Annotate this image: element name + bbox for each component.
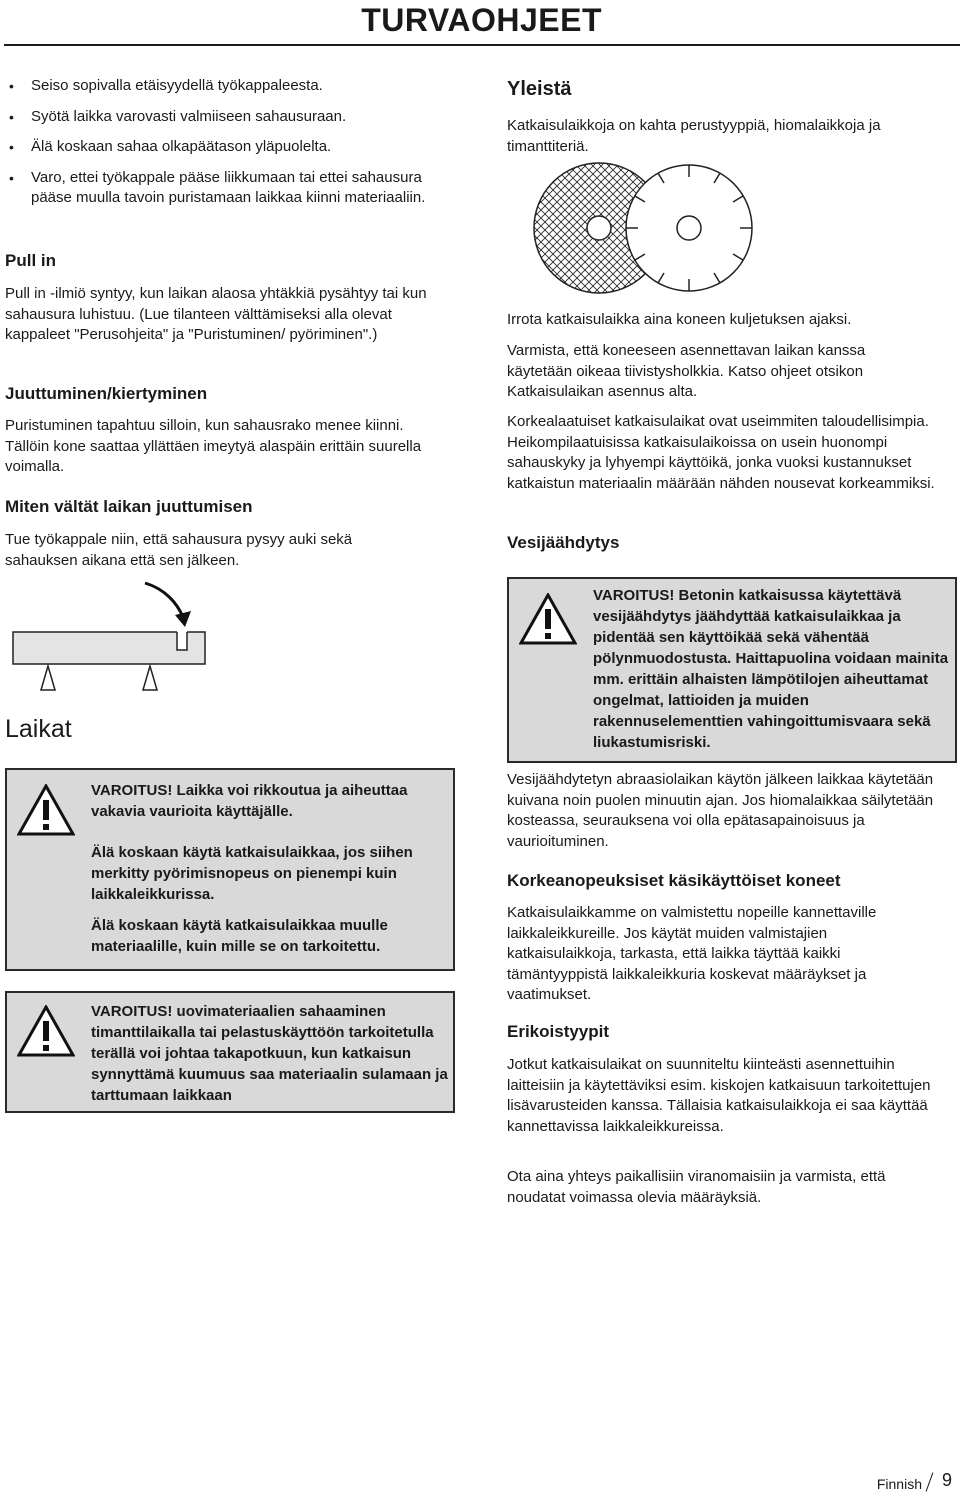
remove-blade-text: Irrota katkaisulaikka aina koneen kuljetuksen ajaksi. [507,311,852,328]
general-text: Katkaisulaikkoja on kahta perustyyppiä, hiomalaikkoja ja timanttiteriä. [507,117,881,155]
warning1-p1: VAROITUS! Laikka voi rikkoutua ja aiheuttaa vakavia vaurioita käyttäjälle. [91,782,408,820]
warning-triangle-icon [17,1005,75,1057]
footer-divider [926,1472,934,1491]
support-triangle-icon [143,666,157,690]
jam-heading: Juuttuminen/kiertyminen [5,384,208,403]
warning-triangle-icon [17,784,75,836]
curved-arrow-icon [145,583,183,617]
warning1-p3: Älä koskaan käytä katkaisulaikkaa muulle materiaalille, kuin mille se on tarkoitettu. [91,917,388,955]
warning-box-blade-break [5,768,455,971]
warning-box-kickback [5,991,455,1113]
bullet-item: • Syötä laikka varovasti valmiiseen sahausuraan. [5,107,445,128]
quality-blades-text: Korkealaatuiset katkaisulaikat ovat useimmiten taloudellisimpia. Heikompilaatuisissa katkaisulaikoissa on usein huonompi sahauskyky ja lyhyempi käyttöikä, jonka vuoksi kustannukset katkaistun materiaalin määrään nähden nousevat korkeammiksi. [507,413,935,492]
bullet-item: • Varo, ettei työkappale pääse liikkumaan tai ettei sahausura pääse muulla tavoin puristamaan laikkaa kiinni materiaaliin. [5,168,445,209]
special-types-heading: Erikoistyypit [507,1022,610,1041]
safety-bullet-list [5,76,445,209]
header-rule [4,44,960,46]
general-heading: Yleistä [507,78,572,100]
warning1-p2: Älä koskaan käytä katkaisulaikkaa, jos siihen merkitty pyörimisnopeus on pienempi kuin laikkaleikkurissa. [91,844,413,903]
pull-in-text: Pull in -ilmiö syntyy, kun laikan alaosa yhtäkkiä pysähtyy tai kun sahausura luhistuu. (Lue tilanteen välttämiseksi alla olevat kappaleet "Perusohjeita" ja "Puristuminen/ pyöriminen".) [5,285,427,343]
jam-text: Puristuminen tapahtuu silloin, kun sahausrako menee kiinni. Tällöin kone saattaa yllättäen imeytyä alaspäin erittäin suurella voimalla. [5,417,422,475]
page-title: TURVAOHJEET [361,2,602,38]
high-speed-text: Katkaisulaikkamme on valmistettu nopeille kannettaville laikkaleikkureille. Jos käytät muiden valmistajien katkaisulaikkoja, tarkasta, että laikka täyttää kaikki tämäntyyppistä laikkaleikkuria koskevat määräykset ja vaatimukset. [507,904,877,1003]
bullet-item: • Seiso sopivalla etäisyydellä työkappaleesta. [5,76,445,97]
warning-box-water-cooling [507,577,957,763]
footer-language: Finnish [876,1476,922,1492]
blade-types-illustration [529,158,759,298]
support-triangle-icon [41,666,55,690]
bullet-item: • Älä koskaan sahaa olkapäätason yläpuolelta. [5,137,445,158]
avoid-heading: Miten vältät laikan juuttumisen [5,497,253,516]
special-types-text: Jotkut katkaisulaikat on suunniteltu kiinteästi asennettuihin laitteisiin ja käytettäviksi esim. kiskojen katkaisuun tarkoitettujen lisävarusteiden kanssa. Tällaisia katkaisulaikkoja ei saa käyttää kannettavissa laikkaleikkureissa. [507,1056,931,1135]
blades-heading: Laikat [5,715,72,743]
diamond-blade-icon [626,165,752,291]
arrow-head-icon [175,611,191,627]
local-rules-text: Ota aina yhteys paikallisiin viranomaisiin ja varmista, että noudatat voimassa olevia määräyksiä. [507,1168,886,1206]
workpiece-support-illustration [5,575,220,700]
pull-in-heading: Pull in [5,251,56,270]
page-number: 9 [941,1470,952,1490]
high-speed-heading: Korkeanopeuksiset käsikäyttöiset koneet [507,871,841,890]
warning2-p1: VAROITUS! uovimateriaalien sahaaminen timanttilaikalla tai pelastuskäyttöön tarkoitetulla terällä voi johtaa takapotkuun, kun katkaisun synnyttämä kuumuus saa materiaalin sulamaan ja tarttumaan laikkaan [91,1003,448,1104]
avoid-text: Tue työkappale niin, että sahausura pysyy auki sekä sahauksen aikana että sen jälkeen. [5,531,353,569]
after-water-text: Vesijäähdytetyn abraasiolaikan käytön jälkeen laikkaa käytetään kuivana noin puolen minuutin ajan. Jos hiomalaikkaa säilytetään kosteassa, seurauksena voi olla epätasapainoisuus ja vaurioituminen. [507,771,934,850]
ensure-bushing-text: Varmista, että koneeseen asennettavan laikan kanssa käytetään oikeaa tiivistysholkkia. Katso ohjeet otsikon Katkaisulaikan asennus alta. [507,342,866,400]
water-cooling-heading: Vesijäähdytys [507,533,620,552]
warning-triangle-icon [519,593,577,645]
warning3-text: VAROITUS! Betonin katkaisussa käytettävä vesijäähdytys jäähdyttää katkaisulaikkaa ja pidentää sen käyttöikää sekä vähentää pölynmuodostusta. Haittapuolina voidaan mainita mm. erittäin alhaisten lämpötilojen aiheuttamat ongelmat, lattioiden ja muiden rakennuselementtien vahingoittumisvaara sekä liukastumisriski. [593,587,949,751]
